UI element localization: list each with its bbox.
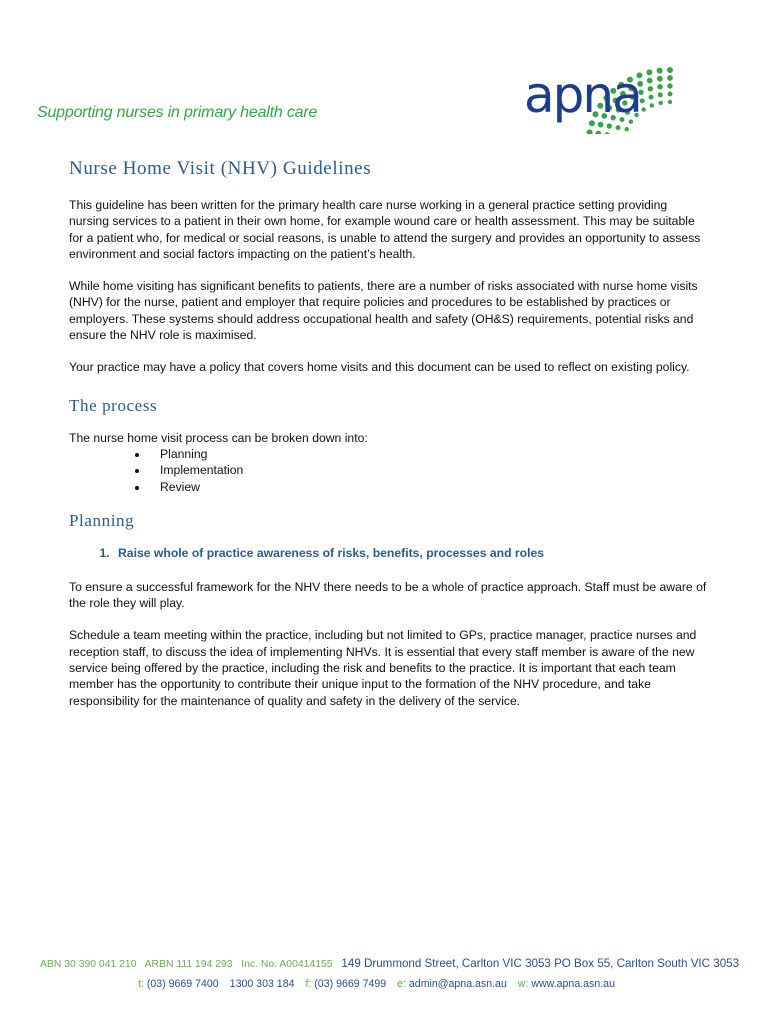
footer-website[interactable]: www.apna.asn.au	[531, 978, 615, 990]
logo-dot	[668, 92, 673, 97]
logo-dot	[648, 86, 653, 91]
list-item: • Planning	[149, 446, 709, 462]
footer-fax: (03) 9669 7499	[314, 978, 387, 990]
intro-paragraph-1: This guideline has been written for the primary health care nurse working in a general practice setting providing nursing services to a patient in their own home, for example wound care or health assessment. This may be suitable for a patient who, for medical or social reasons, is unable to attend the surgery and provides an opportunity to assess environment and social factors impacting on the patient’s health.	[69, 198, 701, 261]
logo-dot	[595, 131, 601, 134]
logo-dot	[659, 101, 663, 105]
planning-paragraph-1: To ensure a successful framework for the NHV there needs to be a whole of practice approach. Staff must be aware of the role they will play.	[69, 579, 707, 611]
footer-f-label: f:	[305, 978, 312, 990]
logo-dot	[646, 69, 652, 75]
process-lead: The nurse home visit process can be broken down into:	[69, 430, 368, 445]
logo-dot	[658, 92, 663, 97]
logo-dot	[587, 129, 593, 134]
footer-arbn: ARBN 111 194 293	[144, 959, 233, 970]
footer-contact	[138, 978, 615, 990]
logo-dot	[607, 123, 612, 128]
document-title: Nurse Home Visit (NHV) Guidelines	[69, 158, 372, 179]
footer-registration	[40, 957, 740, 970]
footer-freecall: 1300 303 184	[229, 978, 295, 990]
footer-address: 149 Drummond Street, Carlton VIC 3053 PO Box 55, Carlton South VIC 3053	[341, 957, 740, 970]
document-body	[69, 158, 709, 725]
intro-paragraph-2: While home visiting has significant benefits to patients, there are a number of risks associated with nurse home visits (NHV) for the nurse, patient and employer that require policies and procedures to be established by practices or employers. These systems should address occupational health and safety (OH&S) requirements, potential risks and ensure the NHV role is maximised.	[69, 279, 698, 343]
logo-dot	[667, 83, 672, 88]
planning-paragraph-2: Schedule a team meeting within the practice, including but not limited to GPs, practice manager, practice nurses and reception staff, to discuss the idea of implementing NHVs. It is essential that every staff member is aware of the new service being offered by the practice, including the risk and benefits to the practice. It is important that each team member has the opportunity to contribute their unique input to the formation of the NHV procedure, and take responsibility for the maintenance of quality and safety in the delivery of the service.	[69, 628, 697, 708]
intro-paragraph-3: Your practice may have a policy that covers home visits and this document can be used to reflect on existing policy.	[69, 360, 690, 375]
footer-email[interactable]: admin@apna.asn.au	[408, 978, 507, 990]
logo-dot	[657, 84, 662, 89]
footer-e-label: e:	[397, 978, 406, 990]
logo-dot	[668, 100, 672, 104]
apna-logo	[520, 44, 744, 134]
list-item: • Implementation	[149, 462, 709, 478]
tagline: Supporting nurses in primary health care	[37, 104, 318, 121]
logo-dot	[657, 68, 663, 74]
section-heading-planning: Planning	[69, 510, 135, 530]
logo-dot	[616, 125, 621, 130]
section-heading-process: The process	[69, 395, 158, 415]
logo-dot	[647, 78, 653, 84]
logo-dot	[604, 132, 609, 134]
logo-dot	[667, 75, 673, 81]
footer-phone: (03) 9669 7400	[146, 978, 219, 990]
logo-dot	[649, 95, 654, 100]
logo-dot	[667, 67, 673, 73]
footer-abn: ABN 30 390 041 210	[40, 959, 137, 970]
footer-t-label: t:	[138, 978, 144, 990]
process-list	[69, 446, 709, 495]
planning-steps	[69, 545, 709, 561]
logo-dot	[657, 76, 663, 82]
list-item: • Review	[149, 479, 709, 495]
logo-dot	[625, 127, 629, 131]
logo-dot	[642, 107, 646, 111]
logo-dot	[650, 103, 654, 107]
logo-text: apna	[524, 66, 641, 124]
footer-w-label: w:	[517, 978, 529, 990]
footer-inc: Inc. No. A00414155	[241, 959, 333, 970]
planning-step-1: 1. Raise whole of practice awareness of risks, benefits, processes and roles	[113, 545, 709, 561]
